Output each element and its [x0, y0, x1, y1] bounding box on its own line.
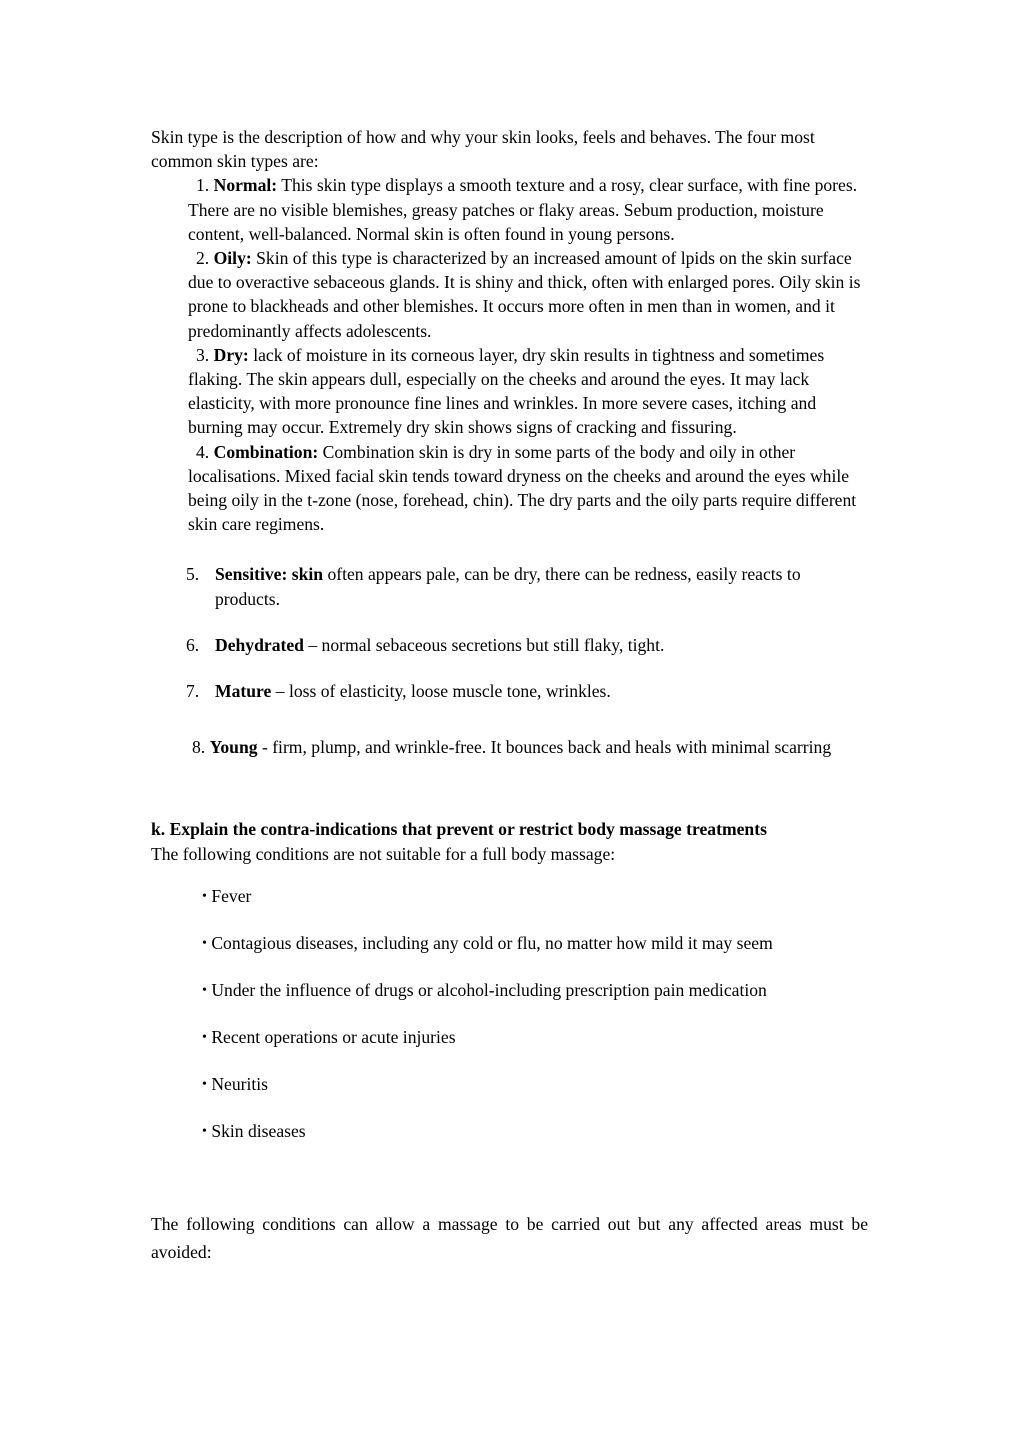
list-item-text: Neuritis	[211, 1073, 268, 1094]
item-text: Combination skin is dry in some parts of the body and oily in other localisations. Mixed facial skin tends toward dryness on the cheeks and around the eyes while being oily in the t-zone (nose, forehead, chin). The dry parts and the oily parts require different skin care regimens.	[188, 441, 857, 535]
item-term: Young	[209, 737, 258, 758]
spacer	[151, 759, 868, 817]
skin-type-item-combination	[188, 440, 868, 537]
list-item-text: Skin diseases	[211, 1120, 306, 1141]
item-term: Normal:	[213, 175, 278, 196]
list-item	[151, 1070, 868, 1099]
skin-type-item-sensitive	[151, 562, 868, 610]
item-number: 7.	[186, 681, 200, 702]
list-item	[151, 1117, 868, 1146]
section-heading: k. Explain the contra-indications that prevent or restrict body massage treatments	[151, 819, 767, 840]
item-number: 6.	[186, 634, 200, 655]
bullet-icon: •	[202, 888, 207, 904]
item-text: – loss of elasticity, loose muscle tone, wrinkles.	[275, 681, 611, 702]
list-item	[151, 882, 868, 911]
bullet-icon: •	[202, 935, 207, 951]
contraindications-bullet-list	[151, 882, 868, 1146]
item-text: Skin of this type is characterized by an increased amount of lpids on the skin surface due to overactive sebaceous glands. It is shiny and thick, often with enlarged pores. Oily skin is prone to blackheads and other blemishes. It occurs more often in men than in women, and it predominantly affects adolescents.	[188, 248, 861, 341]
bullet-icon: •	[202, 982, 207, 998]
item-term: Combination:	[213, 441, 319, 462]
item-term: Mature	[215, 681, 272, 702]
skin-type-item-dehydrated	[151, 633, 868, 657]
bullet-icon: •	[202, 1123, 207, 1139]
bullet-icon: •	[202, 1076, 207, 1092]
item-text: lack of moisture in its corneous layer, dry skin results in tightness and sometimes flaking. The skin appears dull, especially on the cheeks and around the eyes. It may lack elasticity, with more pronounce fine lines and wrinkles. In more severe cases, itching and burning may occur. Extremely dry skin shows signs of cracking and fissuring.	[188, 344, 825, 438]
item-number: 8.	[192, 737, 206, 758]
document-body	[151, 125, 868, 1294]
item-number: 3.	[196, 344, 210, 365]
item-text: often appears pale, can be dry, there can be redness, easily reacts to products.	[215, 564, 801, 609]
section-lead-in: The following conditions are not suitable for a full body massage:	[151, 843, 616, 864]
skin-type-item-young	[151, 735, 868, 759]
list-item-text: Under the influence of drugs or alcohol-including prescription pain medication	[211, 979, 767, 1000]
spacer	[151, 725, 868, 735]
list-item-text: Fever	[211, 885, 252, 906]
item-number: 4.	[196, 441, 210, 462]
bullet-icon: •	[202, 1029, 207, 1045]
list-item	[151, 1023, 868, 1052]
list-item	[151, 976, 868, 1005]
item-term: Dehydrated	[215, 634, 304, 655]
intro-paragraph: Skin type is the description of how and why your skin looks, feels and behaves. The four most common skin types are:	[151, 127, 815, 172]
item-number: 1.	[196, 175, 210, 196]
skin-type-item-normal	[188, 173, 868, 246]
skin-types-hanging-list	[151, 562, 868, 703]
skin-types-numbered-block	[151, 173, 868, 536]
item-term: Oily:	[213, 248, 252, 269]
item-number: 5.	[186, 564, 200, 585]
list-item-text: Recent operations or acute injuries	[211, 1026, 456, 1047]
skin-type-item-mature	[151, 679, 868, 703]
item-number: 2.	[196, 248, 210, 269]
closing-paragraph: The following conditions can allow a massage to be carried out but any affected areas must be avoided:	[151, 1213, 868, 1262]
item-term: Sensitive: skin	[215, 564, 324, 585]
skin-type-item-oily	[188, 246, 868, 343]
spacer	[151, 1164, 868, 1210]
item-text: – normal sebaceous secretions but still flaky, tight.	[308, 634, 665, 655]
item-text: This skin type displays a smooth texture and a rosy, clear surface, with fine pores. There are no visible blemishes, greasy patches or flaky areas. Sebum production, moisture content, well-balanced. Normal skin is often found in young persons.	[188, 175, 858, 244]
list-item	[151, 929, 868, 958]
item-text: - firm, plump, and wrinkle-free. It bounces back and heals with minimal scarring	[261, 737, 832, 758]
item-term: Dry:	[213, 344, 249, 365]
list-item-text: Contagious diseases, including any cold or flu, no matter how mild it may seem	[211, 932, 773, 953]
skin-type-item-dry	[188, 343, 868, 440]
